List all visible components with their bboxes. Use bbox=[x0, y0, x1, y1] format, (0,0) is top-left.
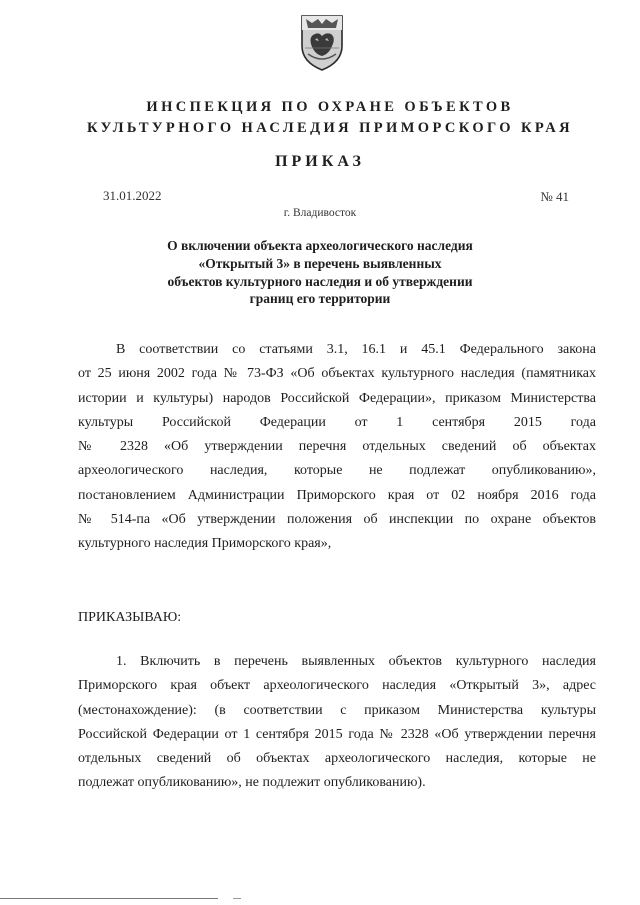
paragraph-line: отдельных сведений об объектах археологического наследия, которые не bbox=[78, 751, 596, 767]
organization-name-line1: ИНСПЕКЦИЯ ПО ОХРАНЕ ОБЪЕКТОВ bbox=[146, 99, 514, 115]
paragraph-line: постановлением Администрации Приморского края от 02 ноября 2016 года bbox=[78, 487, 596, 503]
paragraph-line: Российской Федерации от 1 сентября 2015 года № 2328 «Об утверждении перечня bbox=[78, 726, 596, 742]
paragraph-line: 1. Включить в перечень выявленных объектов культурного наследия bbox=[116, 654, 596, 669]
paragraph-line: подлежат опубликованию», не подлежит опубликованию). bbox=[78, 775, 426, 791]
paragraph-line: В соответствии со статьями 3.1, 16.1 и 45.1 Федерального закона bbox=[116, 342, 596, 357]
subject-line: границ его территории bbox=[249, 291, 391, 307]
paragraph-line: от 25 июня 2002 года № 73-ФЗ «Об объектах культурного наследия (памятниках bbox=[78, 366, 596, 382]
paragraph-line: Приморского края объект археологического наследия «Открытый 3», адрес bbox=[78, 678, 596, 694]
footer-divider bbox=[0, 898, 218, 899]
order-number: № 41 bbox=[540, 189, 569, 204]
paragraph-line: культурного наследия Приморского края», bbox=[78, 536, 332, 552]
organization-name-line2: КУЛЬТУРНОГО НАСЛЕДИЯ ПРИМОРСКОГО КРАЯ bbox=[86, 120, 574, 136]
decree-heading: ПРИКАЗЫВАЮ: bbox=[78, 610, 182, 625]
footer-divider bbox=[233, 898, 241, 899]
paragraph-line: культуры Российской Федерации от 1 сентября 2015 года bbox=[78, 414, 596, 430]
paragraph-line: археологического наследия, которые не подлежат опубликованию», bbox=[78, 463, 596, 479]
preamble-paragraph bbox=[78, 338, 596, 557]
subject-line: «Открытый 3» в перечень выявленных bbox=[198, 255, 442, 271]
order-date: 31.01.2022 bbox=[103, 188, 162, 203]
paragraph-line: № 2328 «Об утверждении перечня отдельных сведений об объектах bbox=[78, 439, 596, 455]
subject-line: О включении объекта археологического наследия bbox=[167, 238, 473, 253]
order-subject bbox=[120, 237, 520, 308]
paragraph-line: (местонахождение): (в соответствии с приказом Министерства культуры bbox=[78, 702, 596, 718]
order-city: г. Владивосток bbox=[283, 207, 357, 219]
paragraph-line: № 514-па «Об утверждении положения об инспекции по охране объектов bbox=[78, 512, 596, 528]
item-1-paragraph bbox=[78, 650, 596, 796]
paragraph-line: истории и культуры) народов Российской Федерации», приказом Министерства bbox=[78, 390, 596, 406]
subject-line: объектов культурного наследия и об утверждении bbox=[167, 273, 473, 289]
document-type-title: ПРИКАЗ bbox=[275, 153, 365, 170]
coat-of-arms-icon bbox=[299, 10, 345, 72]
